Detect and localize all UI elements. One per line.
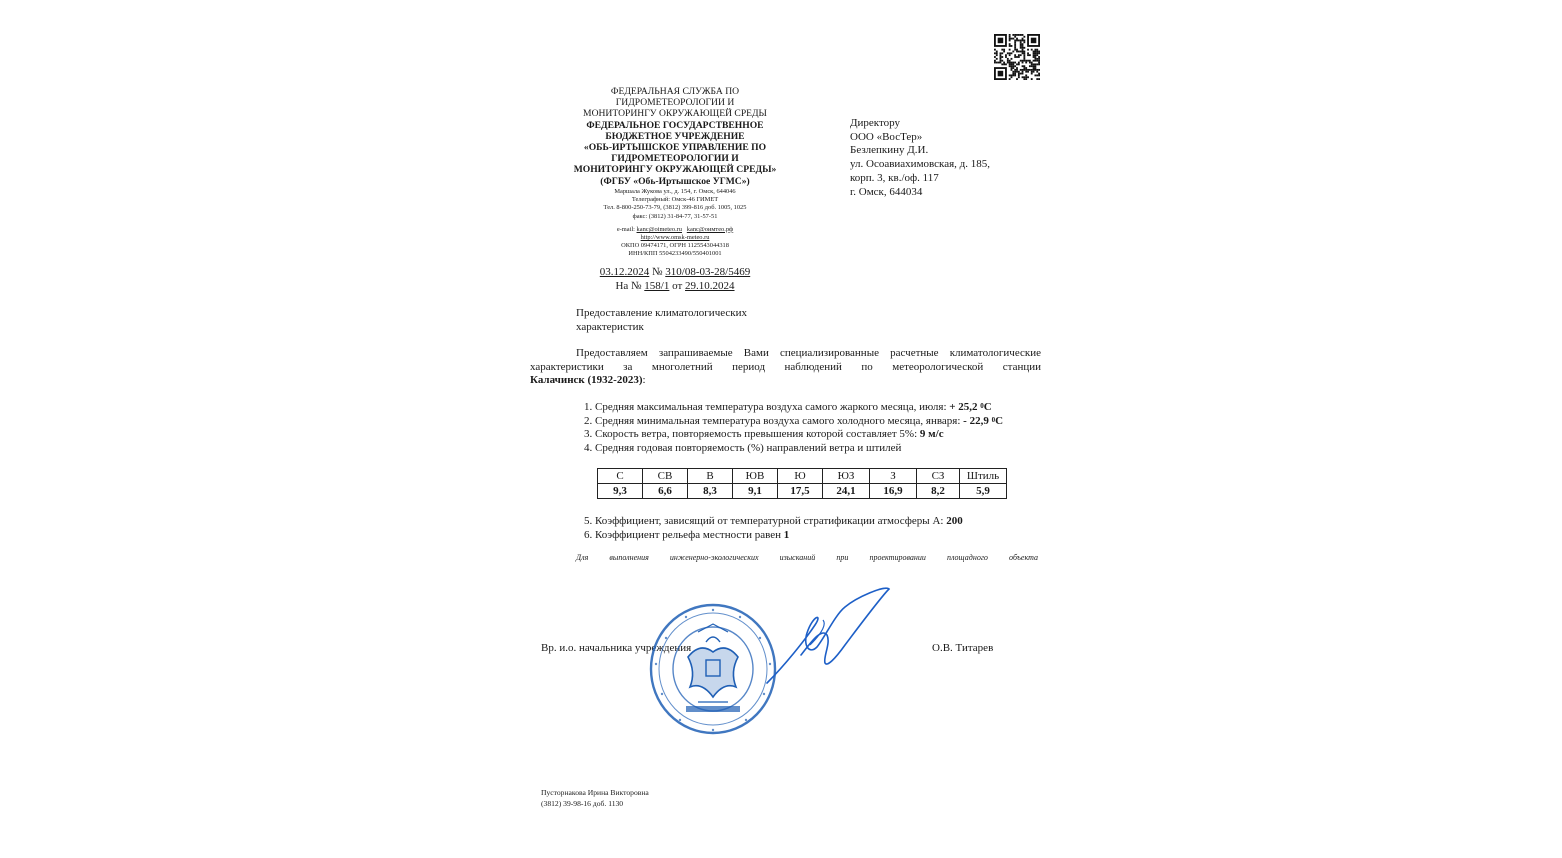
- org-address: Маршала Жукова ул., д. 154, г. Омск, 644046: [614, 188, 736, 195]
- intro-line: [530, 374, 1041, 388]
- signatory-name: О.В. Титарев: [932, 642, 994, 654]
- item-text: 4. Средняя годовая повторяемость (%) направлений ветра и штилей: [584, 442, 902, 454]
- item-value: - 22,9: [963, 415, 992, 427]
- reply-prefix: На №: [615, 280, 642, 292]
- list-item: [584, 428, 944, 442]
- list-item: [584, 401, 992, 415]
- item-value: + 25,2: [949, 401, 981, 413]
- table-cell: 17,5: [778, 484, 823, 499]
- org-line: ФЕДЕРАЛЬНАЯ СЛУЖБА ПО: [610, 86, 740, 97]
- table-cell: 5,9: [960, 484, 1007, 499]
- item-value: 9 м/с: [919, 428, 944, 440]
- table-cell: 9,3: [598, 484, 643, 499]
- list-item: [584, 515, 963, 529]
- addressee-line: ул. Осоавиахимовская, д. 185,: [850, 158, 991, 171]
- item-text: 2. Средняя минимальная температура воздуха самого холодного месяца, января:: [584, 415, 964, 427]
- table-header-cell: СЗ: [917, 469, 960, 484]
- intro-line: Предоставляем запрашиваемые Вами специализированные расчетные климатологические: [576, 347, 1041, 359]
- qr-code-icon: [994, 34, 1040, 80]
- item-text: 1. Средняя максимальная температура воздуха самого жаркого месяца, июля:: [584, 401, 950, 413]
- table-header-row: [598, 469, 1007, 484]
- item-value: 1: [783, 529, 790, 541]
- item-text: 3. Скорость ветра, повторяемость превышения которой составляет 5%:: [584, 428, 920, 440]
- wind-direction-table: [597, 468, 1007, 499]
- signatory-position: Вр. и.о. начальника учреждения: [541, 642, 692, 654]
- table-cell: 16,9: [870, 484, 917, 499]
- station-name: Калачинск (1932-2023): [530, 374, 643, 387]
- list-item: [584, 415, 1003, 429]
- reg-date: 03.12.2024: [599, 266, 650, 278]
- letter-subject: [576, 307, 766, 334]
- email-label: e-mail:: [616, 225, 635, 233]
- table-header-cell: Штиль: [960, 469, 1007, 484]
- website-link[interactable]: http://www.omsk-meteo.ru: [640, 234, 710, 242]
- table-cell: 9,1: [733, 484, 778, 499]
- executor-phone: (3812) 39-98-16 доб. 1130: [541, 798, 624, 808]
- table-header-cell: СВ: [643, 469, 688, 484]
- handwritten-signature-icon: [765, 585, 895, 695]
- table-header-cell: ЮЗ: [823, 469, 870, 484]
- table-cell: 8,2: [917, 484, 960, 499]
- reply-date: 29.10.2024: [685, 280, 735, 292]
- intro-paragraph: [530, 347, 1041, 388]
- table-header-cell: В: [688, 469, 733, 484]
- organization-header: [560, 86, 790, 187]
- addressee-line: Директору: [850, 117, 900, 129]
- table-cell: 6,6: [643, 484, 688, 499]
- registration-block: [560, 265, 790, 293]
- email-link-2[interactable]: kanc@оимтео.рф: [686, 225, 734, 233]
- org-fax: факс: (3812) 31-84-77, 31-57-51: [632, 212, 718, 220]
- official-seal-icon: [648, 602, 778, 737]
- list-item: [584, 529, 789, 543]
- reg-number: 310/08-03-28/5469: [665, 266, 751, 278]
- reply-number: 158/1: [644, 280, 670, 292]
- table-header-cell: З: [870, 469, 917, 484]
- executor-name: Пусторнакова Ирина Викторовна: [541, 788, 649, 797]
- item-text: 5. Коэффициент, зависящий от температурной стратификации атмосферы А:: [584, 515, 947, 527]
- executor-block: [541, 788, 649, 809]
- org-line-bold: «ОБЬ-ИРТЫШСКОЕ УПРАВЛЕНИЕ ПО: [583, 142, 767, 154]
- purpose-note: Для выполнения инженерно-экологических изысканий при проектировании площадного объекта: [576, 553, 1038, 562]
- reply-line: [560, 279, 790, 293]
- table-cell: 24,1: [823, 484, 870, 499]
- addressee-line: ООО «ВосТер»: [850, 130, 923, 143]
- org-line-bold: МОНИТОРИНГУ ОКРУЖАЮЩЕЙ СРЕДЫ»: [573, 164, 777, 176]
- org-line-bold: БЮДЖЕТНОЕ УЧРЕЖДЕНИЕ: [605, 130, 745, 142]
- table-row: [598, 484, 1007, 499]
- table-header-cell: Ю: [778, 469, 823, 484]
- item-unit: С: [995, 415, 1004, 427]
- subject-line: Предоставление климатологических: [576, 307, 747, 319]
- addressee-line: корп. 3, кв./оф. 117: [850, 171, 939, 184]
- table-cell: 8,3: [688, 484, 733, 499]
- org-telegraph: Телеграфный: Омск-46 ГИМЕТ: [631, 196, 719, 204]
- item-unit: С: [983, 401, 992, 413]
- table-header-cell: С: [598, 469, 643, 484]
- organization-contacts: [560, 188, 790, 259]
- intro-tail: :: [642, 374, 646, 387]
- org-line-bold: (ФГБУ «Обь-Иртышское УГМС»): [600, 175, 750, 187]
- org-email-line: [560, 226, 790, 234]
- reply-from: от: [672, 280, 683, 292]
- item-sup: 0: [991, 416, 996, 424]
- org-line-bold: ГИДРОМЕТЕОРОЛОГИИ И: [611, 153, 739, 165]
- table-header-cell: ЮВ: [733, 469, 778, 484]
- item-value: 200: [946, 515, 963, 527]
- registration-line: [560, 265, 790, 279]
- email-link-1[interactable]: kanc@oimeteo.ru: [636, 225, 682, 233]
- list-item: [584, 442, 901, 456]
- item-text: 6. Коэффициент рельефа местности равен: [584, 529, 784, 541]
- addressee-line: Безлепкину Д.И.: [850, 144, 929, 157]
- org-okpo: ОКПО 09474171, ОГРН 1125543044318: [621, 242, 729, 250]
- addressee-line: г. Омск, 644034: [850, 185, 923, 198]
- subject-line: характеристик: [576, 320, 644, 333]
- reg-no-label: №: [652, 266, 663, 278]
- org-phone: Тел. 8-800-250-73-79, (3812) 399-816 доб. 1005, 1025: [603, 204, 747, 212]
- item-sup: 0: [980, 402, 984, 410]
- addressee-block: [850, 117, 1050, 199]
- org-line: ГИДРОМЕТЕОРОЛОГИИ И: [615, 97, 735, 109]
- org-line: МОНИТОРИНГУ ОКРУЖАЮЩЕЙ СРЕДЫ: [583, 108, 767, 120]
- org-inn: ИНН/КПП 5504233490/550401001: [628, 250, 722, 258]
- intro-line: характеристики за многолетний период наблюдений по метеорологической станции: [530, 360, 1041, 373]
- org-line-bold: ФЕДЕРАЛЬНОЕ ГОСУДАРСТВЕННОЕ: [586, 119, 764, 131]
